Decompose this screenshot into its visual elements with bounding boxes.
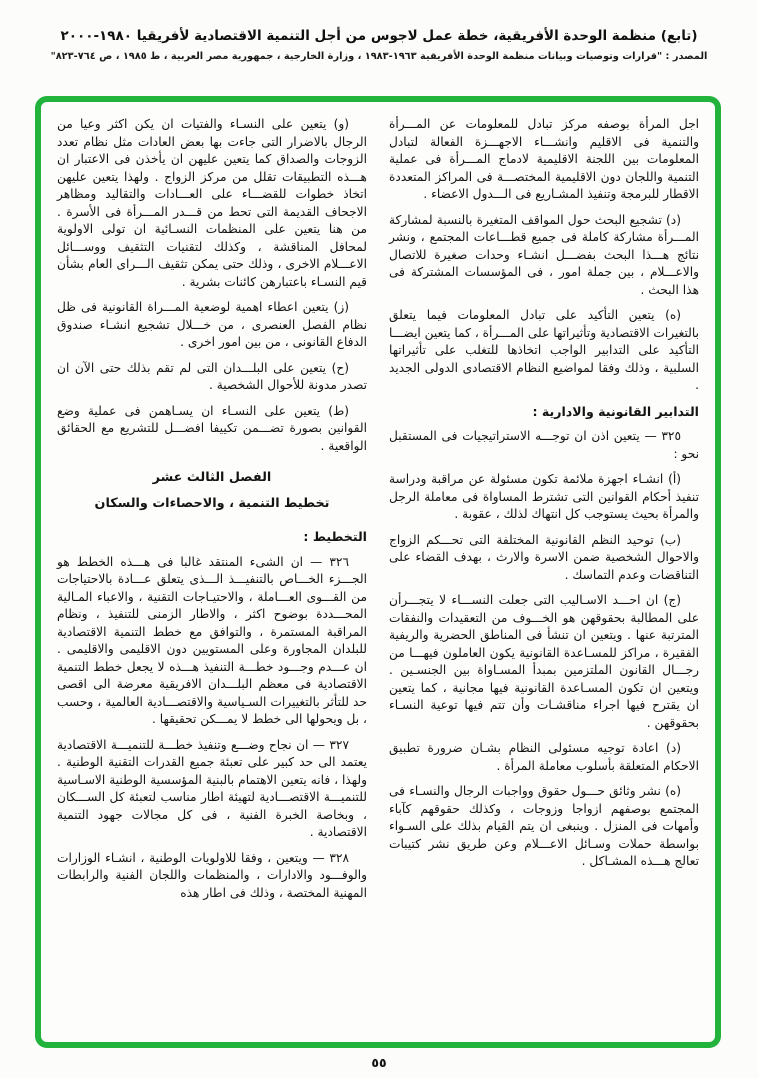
paragraph: (ز) يتعين اعطاء اهمية لوضعية المـــراة القانونية فى ظل نظام الفصل العنصرى ، من خـــلال تشجيع انشـاء صندوق الدفاع القانونى ، من بين امور اخرى . [57,300,367,349]
paragraph: (ب) توحيد النظم القانونية المختلفة التى تحـــكم الزواج والاحوال الشخصية ضمن الاسرة والارث ، بهدف القضاء على التناقضات وعدم التماسك . [389,532,699,582]
column-left [57,116,367,1034]
page-number: ٥٥ [371,1055,387,1070]
content-border [35,96,721,1048]
column-right [389,116,699,1034]
section-heading-legal-measures: التدابير القانونية والادارية : [532,403,699,419]
paragraph: (د) اعادة توجيه مسئولى النظام بشـان ضرورة تطبيق الاحكام المتعلقة بأسلوب معاملة المرأة . [389,741,699,773]
two-column-layout [57,116,699,1034]
paragraph: اجل المرأة بوصفه مركز تبادل للمعلومات عن المـــرأة والتنمية فى الاقليم وانشـــاء الاجهـــزة الفعالة لتبادل المعلومات بين اللجنة الاقليمية لادماج المـــرأة فى عملية التنمية واللجان دون الاقليمية المختصـــة فى المراكز المتعددة الاقطار للبرمجة وتنفيذ المشـاريع فى الـــدول الاعضاء . [389,117,699,201]
paragraph: (ه) نشر وثائق حـــول حقوق وواجبات الرجال والنسـاء فى المجتمع بوصفهم ازواجا وزوجات ، وكذلك حقوقهم كآباء وأمهات فى المنزل . وينبغى ان يتم القيام بذلك على السـواء بواسطة حملات وسـائل الاعـــلام وعن طريق نشر كتيبات تعالج هـــذه المشـاكل . [389,784,699,868]
document-source-line: المصدر : "قرارات وتوصيات وبيانات منظمة الوحدة الأفريقية ١٩٦٣-١٩٨٣ ، وزارة الخارجية ، جمهورية مصر العربية ، ط ١٩٨٥ ، ص ٧٦٤-٨٢٣" [50,51,708,62]
paragraph: (د) تشجيع البحث حول المواقف المتغيرة بالنسبة لمشاركة المـــرأة مشاركة كاملة فى جميع قطـــاعات المجتمع ، ونشر نتائج هـــذا البحث بفضـــل انشـاء وحدات صغيرة للاتصال والاعـــلام ، بين جملة امور ، فى المؤسسات المشتركة فى هذا البحث . [389,212,699,297]
paragraph: (ح) يتعين على البلـــدان التى لم تقم بذلك حتى الآن ان تصدر مدونة للأحوال الشخصية . [57,360,367,392]
chapter-number-heading: الفصل الثالث عشر [152,470,272,485]
paragraph: ٣٢٨ — ويتعين ، وفقا للاولويات الوطنية ، انشـاء الوزارات والوفـــود والادارات ، والمنظمات واللجان الفنية والرابطات المهنية المختصة ، وذلك فى اطار هذه [57,850,367,900]
paragraph: ٣٢٥ — يتعين اذن ان توجـــه الاستراتيجيات فى المستقبل نحو : [389,429,699,461]
paragraph: ٣٢٦ — ان الشىء المنتقد غالبا فى هـــذه الخطط هو الجـــزء الخـــاص بالتنفيـــذ الـــذى يتعلق عـــادة بالاحتياجات من القـــوى العـــاملة ، والاحتيـاجات التقنية ، والاعباء المـالية المحـــددة بوضوح اكثر ، والاطار الزمنى للتنفيذ ، ونظام المراقبة المستمرة ، والتوافق مع خطط التنمية الاقتصادية للبلدان المجاورة وعلى المستويين دون الاقليمى والاقليمى . ان عـــدم وجـــود خطـــة التنفيذ هـــذه لا يجعل خطط التنمية الاقتصادية فى معظم البلـــدان الافريقية معرضة الى اقصى حد للتأثر بالتغييرات السـياسية والاقتصـــادية العالمية ، وحسب ، بل ويحولها الى خطط لا يمـــكن تحقيقها . [57,554,367,726]
paragraph: (أ) انشـاء اجهزة ملائمة تكون مسئولة عن مراقبة ودراسة تنفيذ أحكام القوانين التى تشترط المساواة فى معاملة الرجل والمرأة بحيث يستوجب كل انتهاك لذلك ، عقوبة . [389,472,699,521]
paragraph: (ه) يتعين التأكيد على تبادل المعلومات فيما يتعلق بالتغيرات الاقتصادية وتأثيراتها على المـــرأة ، كما يتعين ايضـــا التأكيد على التدابير الواجب اتخاذها للتغلب على تأثيراتها السلبية ، وذلك وفقا لمواضيع النظام الاقتصادى الدولى الجديد . [389,308,699,392]
planning-subheading: التخطيط : [303,529,367,544]
document-title: (تابع) منظمة الوحدة الأفريقية، خطة عمل لاجوس من أجل التنمية الاقتصادية لأفريقيا ١٩٨٠-٢٠٠٠ [60,28,698,44]
paragraph: (ج) ان احـــد الاسـاليب التى جعلت النســـاء لا يتجـــرأن على المطالبة بحقوقهن هو الخـــوف من التعقيدات والنفقات المترتبة عنها . ويتعين ان تنشأ فى المناطق الحضرية والريفية الفقيرة ، مراكز للمسـاعدة القانونية يكون العاملون فيهـــا من رجـــال القانون الملتزمين بمبدأ المسـاواة بين الجنسـين . ويتعين ان تكون المسـاعدة القانونية فيها مجانية ، كما يتعين ان يقترح فيها اجراء مناقشـات وأن تتم فيها توعية النسـاء بحقوقهن . [389,593,699,730]
paragraph: (ط) يتعين على النسـاء ان يسـاهمن فى عملية وضع القوانين بصورة تضـــمن تكييفا افضـــل للتشريع مع الحقائق الواقعية . [57,403,367,453]
document-header [20,28,738,62]
chapter-title-heading: تخطيط التنمية ، والاحصاءات والسكان [94,495,330,511]
paragraph: ٣٢٧ — ان نجاح وضـــع وتنفيذ خطـــة للتنميـــة الاقتصادية يعتمد الى حد كبير على تعبئة جميع القدرات التقنية الوطنية . ولهذا ، فانه يتعين الاهتمام بالبنية المؤسسية الوطنية الاسـاسية للتنميـــة الاقتصـــادية لتهيئة اطار مناسب لتعبئة كل الســـكان ، وبخاصة الخبرة الفنية ، فى كل مجالات جهود التنمية الاقتصادية . [57,737,367,839]
paragraph: (و) يتعين على النسـاء والفتيات ان يكن اكثر وعيا من الرجال بالاضرار التى جاءت بها بعض العادات مثل نظام تعدد الزوجات والصداق كما يتعين عليهن ان يأخذن فى الاعتبار ان هـــذه التطبيقات تقلل من مركز الزواج . ولهذا يتعين عليهن اتخاذ خطوات للقضـــاء على العـــادات والتقاليد ومظاهر الاجحاف القديمة التى تحط من قـــدر المـــرأة فى الأسرة . من هنا يتعين على المنظمات النسـائية ان تولى الاولوية لمحافل المناقشة ، وكذلك لتقنيات التثقيف ووســـائل الاعـــلام الاخرى ، وذلك حتى يمكن تثقيف الـــراى العام بشأن قيم النسـاء باعتبارهن كائنات بشرية . [57,117,367,289]
